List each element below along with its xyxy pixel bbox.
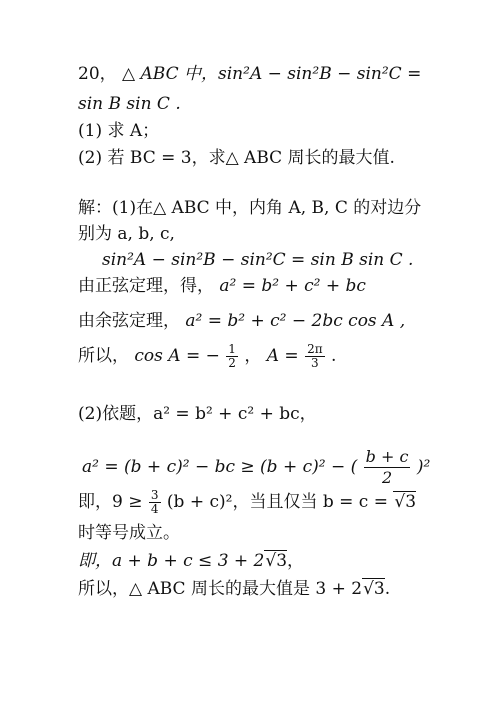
problem-number: 20， [78,64,117,84]
fraction-numerator: 1 [228,342,236,356]
equality-condition: (b + c)²，当且仅当 b = c = [166,492,388,512]
sine-law-equation: a² = b² + c² + bc [219,276,366,296]
sine-law-text: 由正弦定理，得， [78,276,214,296]
problem-line-1 [78,62,421,86]
final-answer-text: 所以，△ ABC 周长的最大值是 3 + 2 [78,579,363,599]
question-2 [78,146,395,170]
fraction-numerator: b + c [365,447,409,466]
problem-line-2 [78,92,181,116]
fraction-numerator: 2π [307,342,323,356]
cos-a-value: cos A = − [134,346,220,366]
solution-2-intro: (2)依题，a² = b² + c² + bc， [78,404,317,424]
problem-equation-end: sin B sin C . [78,94,181,114]
solution-1-line-6 [78,343,336,370]
solution-1-given-equation: sin²A − sin²B − sin²C = sin B sin C . [102,250,414,270]
solution-2-line-4 [78,521,180,545]
solution-1-intro: 解：(1)在△ ABC 中，内角 A, B, C 的对边分 [78,198,422,218]
fraction-denominator: 3 [311,356,319,370]
fraction-b-plus-c-over-two [364,447,411,488]
question-1-text: (1) 求 A； [78,121,160,141]
fraction-three-quarters [149,489,161,516]
fraction-denominator: 2 [381,468,393,487]
separator: ， [244,346,262,366]
solution-2-line-5 [78,549,304,573]
solution-1-line-5 [78,309,405,333]
fraction-denominator: 4 [150,502,159,516]
equality-holds-text: 时等号成立。 [78,523,180,543]
sqrt-three: √3 [394,492,417,512]
fraction-one-half [226,343,238,370]
fraction-denominator: 2 [228,356,236,370]
solution-1-line-2 [78,222,175,246]
fraction-two-pi-over-three [305,343,325,370]
solution-2-line-2 [82,447,430,488]
solution-2-line-3 [78,489,416,516]
comma: ， [287,551,305,571]
solution-2-line-6 [78,577,390,601]
solution-1-sides: 别为 a, b, c, [78,224,175,244]
sqrt-three: √3 [265,551,288,571]
period: . [331,346,337,366]
question-1 [78,119,159,143]
fraction-numerator: 3 [150,488,159,502]
perimeter-inequality: 即，a + b + c ≤ 3 + 2 [78,551,265,571]
solution-2-line-1 [78,402,317,426]
question-2-text: (2) 若 BC = 3，求△ ABC 周长的最大值. [78,148,395,168]
solution-1-line-3 [102,248,413,272]
conclusion-1-text: 所以， [78,346,129,366]
sqrt-three: √3 [363,579,385,599]
solution-1-line-4 [78,274,366,298]
angle-a-value: A = [266,346,299,366]
solution-1-line-1 [78,196,421,220]
problem-equation-start: △ ABC 中，sin²A − sin²B − sin²C = [122,64,422,84]
inequality-right: )² [416,457,431,477]
cosine-law-equation: a² = b² + c² − 2bc cos A , [185,311,406,331]
period: . [384,579,391,599]
inequality-left: a² = (b + c)² − bc ≥ (b + c)² − ( [82,457,358,477]
cosine-law-text: 由余弦定理， [78,311,180,331]
bound-text: 即，9 ≥ [78,492,143,512]
